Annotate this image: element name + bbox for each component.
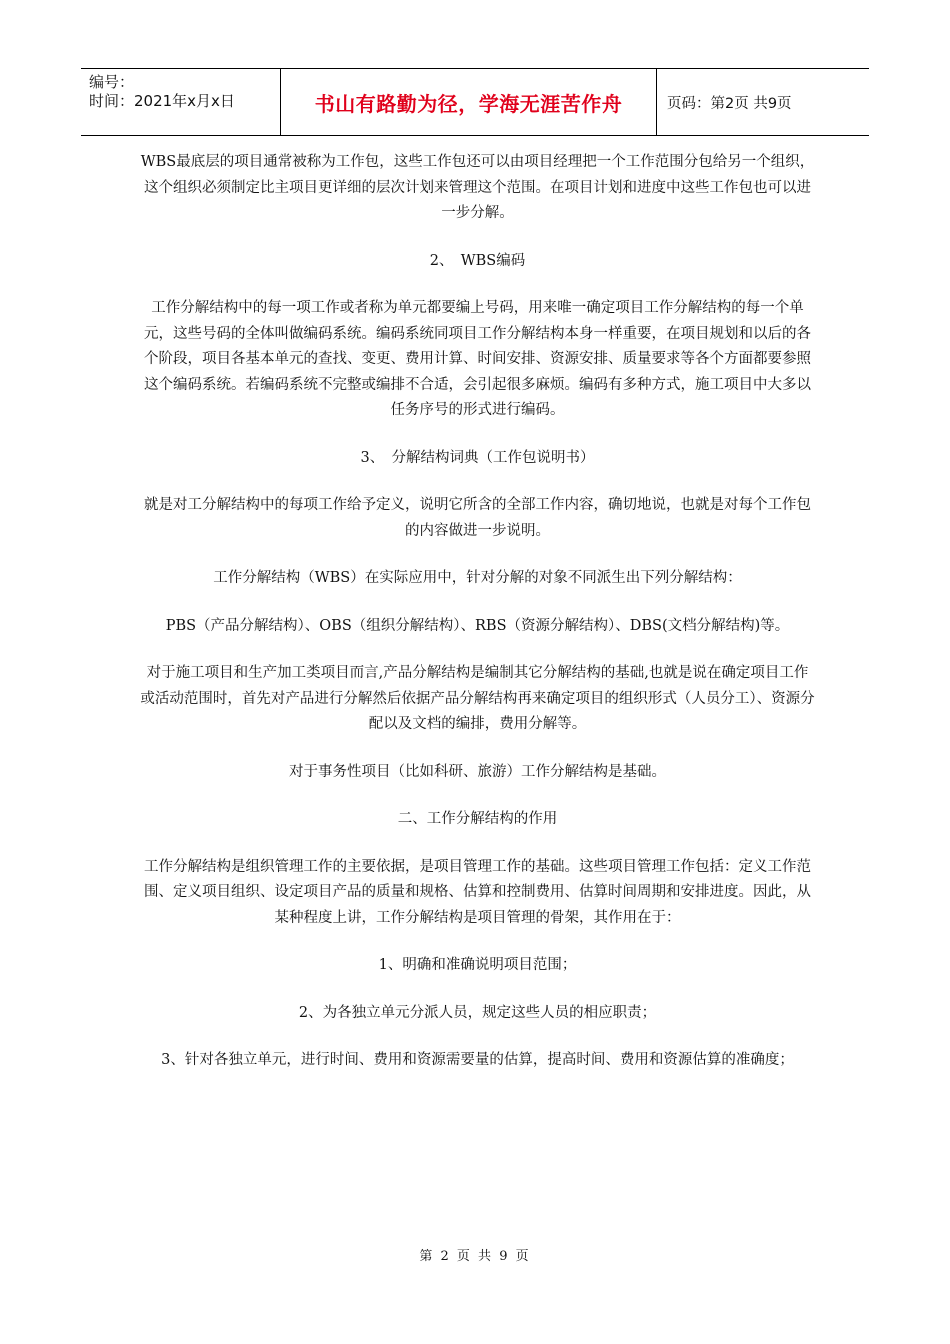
section-heading: 3、 分解结构词典（工作包说明书） <box>360 449 595 466</box>
paragraph: 工作分解结构是组织管理工作的主要依据，是项目管理工作的基础。这些项目管理工作包括：定义工作范围、定义项目组织、设定项目产品的质量和规格、估算和控制费用、估算时间周期和安排进度。因此，从某种程度上讲，工作分解结构是项目管理的骨架，其作用在于： <box>144 858 811 926</box>
section-heading: 二、工作分解结构的作用 <box>397 811 558 827</box>
document-number-label: 编号： <box>89 73 135 91</box>
document-body <box>140 150 815 1096</box>
list-item: 3、针对各独立单元，进行时间、费用和资源需要量的估算，提高时间、费用和资源估算的准确度； <box>161 1052 794 1068</box>
paragraph: 工作分解结构（WBS）在实际应用中，针对分解的对象不同派生出下列分解结构： <box>213 570 742 586</box>
list-item: 1、明确和准确说明项目范围； <box>378 957 577 973</box>
paragraph: 对于事务性项目（比如科研、旅游）工作分解结构是基础。 <box>289 763 666 780</box>
section-heading: 2、 WBS编码 <box>429 252 526 269</box>
paragraph: PBS（产品分解结构）、OBS（组织分解结构）、RBS（资源分解结构）、DBS(文档分解结构)等。 <box>165 617 790 634</box>
paragraph: WBS最底层的项目通常被称为工作包，这些工作包还可以由项目经理把一个工作范围分包给另一个组织，这个组织必须制定比主项目更详细的层次计划来管理这个范围。在项目计划和进度中这些工作包也可以进一步分解。 <box>140 154 815 221</box>
list-item: 2、为各独立单元分派人员，规定这些人员的相应职责； <box>298 1004 657 1021</box>
header-meta <box>81 69 281 135</box>
header-page-number: 页码：第2页 共9页 <box>667 95 792 112</box>
paragraph: 对于施工项目和生产加工类项目而言,产品分解结构是编制其它分解结构的基础,也就是说在确定项目工作或活动范围时，首先对产品进行分解然后依据产品分解结构再来确定项目的组织形式（人员分工）、资源分配以及文档的编排，费用分解等。 <box>140 665 815 732</box>
document-date: 时间：2021年x月x日 <box>89 92 235 110</box>
footer-page-number: 第 2 页 共 9 页 <box>419 1249 531 1264</box>
paragraph: 就是对工分解结构中的每项工作给予定义，说明它所含的全部工作内容，确切地说，也就是对每个工作包的内容做进一步说明。 <box>144 497 811 539</box>
paragraph: 工作分解结构中的每一项工作或者称为单元都要编上号码，用来唯一确定项目工作分解结构的每一个单元，这些号码的全体叫做编码系统。编码系统同项目工作分解结构本身一样重要，在项目规划和以后的各个阶段，项目各基本单元的查找、变更、费用计算、时间安排、资源安排、质量要求等各个方面都要参照这个编码系统。若编码系统不完整或编排不合适，会引起很多麻烦。编码有多种方式，施工项目中大多以任务序号的形式进行编码。 <box>144 300 811 418</box>
header-table <box>81 68 869 136</box>
header-motto: 书山有路勤为径，学海无涯苦作舟 <box>281 69 657 135</box>
